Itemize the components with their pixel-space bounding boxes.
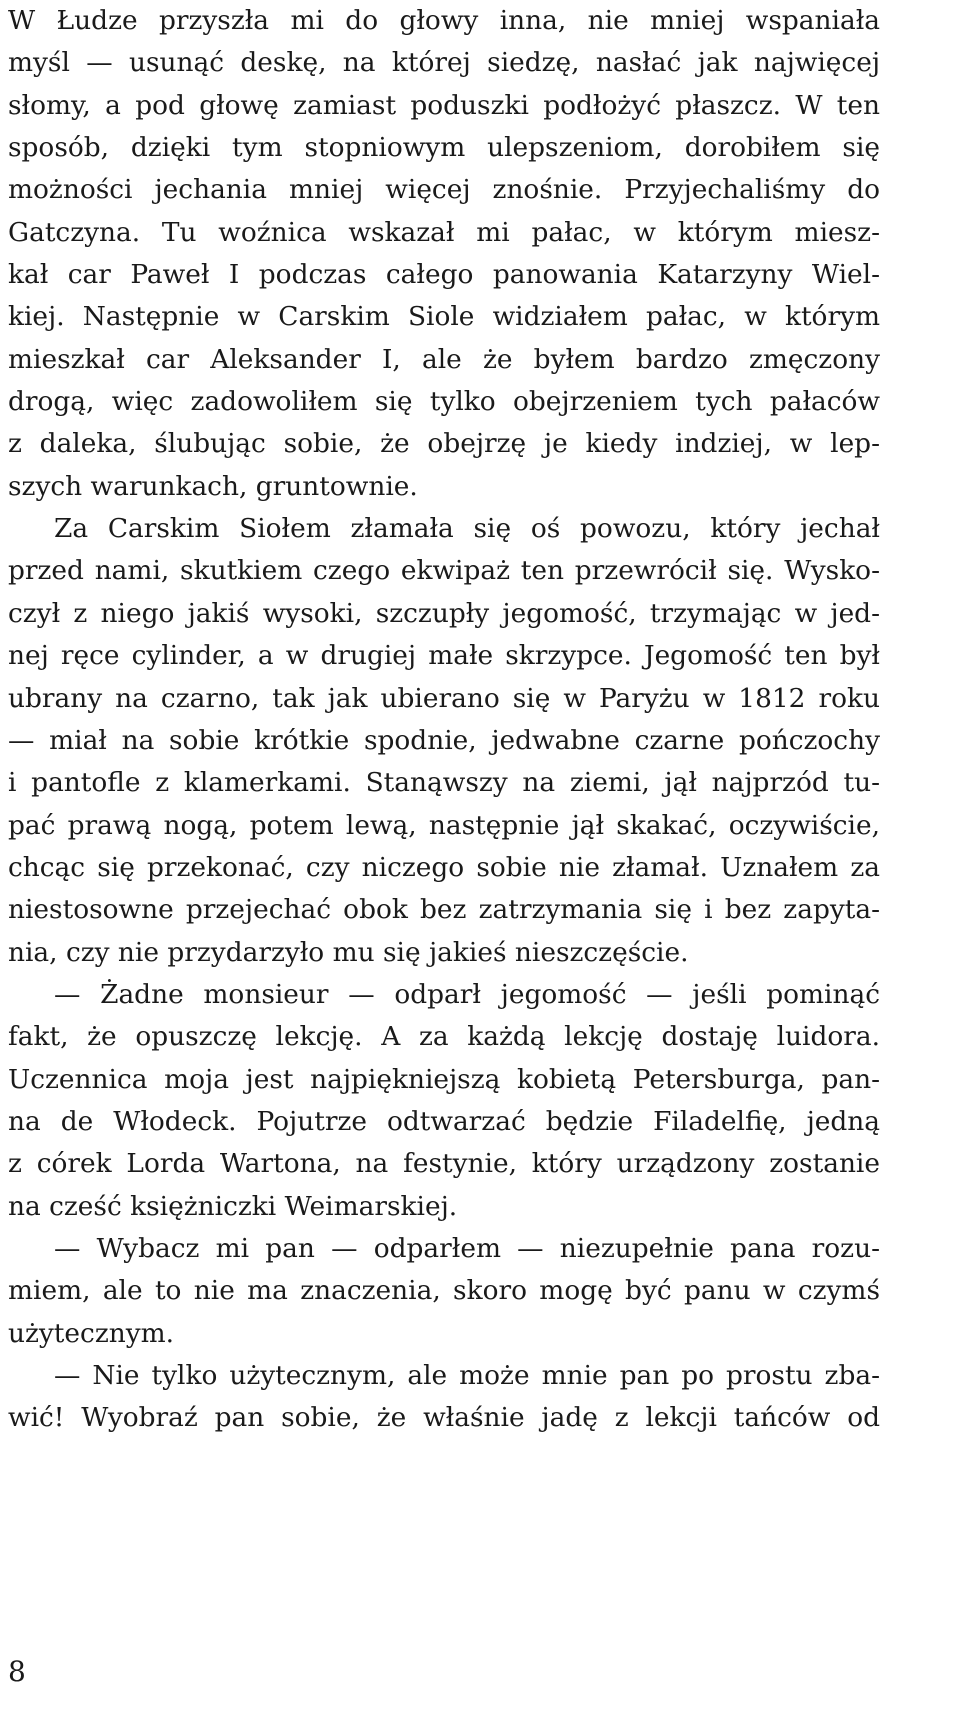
text-line: nej ręce cylinder, a w drugiej małe skrzypce. Jegomość ten był — [8, 640, 880, 672]
text-line: niestosowne przejechać obok bez zatrzymania się i bez zapyta- — [8, 894, 880, 926]
page-number: 8 — [8, 1655, 26, 1688]
text-line: — Żadne monsieur — odparł jegomość — jeśli pominąć — [54, 978, 880, 1010]
body-text — [8, 0, 880, 1440]
text-line: myśl — usunąć deskę, na której siedzę, nasłać jak najwięcej — [8, 47, 880, 79]
text-line: przed nami, skutkiem czego ekwipaż ten przewrócił się. Wysko- — [8, 555, 880, 587]
text-line: ubrany na czarno, tak jak ubierano się w Paryżu w 1812 roku — [8, 682, 880, 714]
text-line: kał car Paweł I podczas całego panowania Katarzyny Wiel- — [8, 259, 880, 291]
text-line: z daleka, ślubując sobie, że obejrzę je kiedy indziej, w lep- — [8, 428, 880, 460]
text-line: na de Włodeck. Pojutrze odtwarzać będzie Filadelfię, jedną — [8, 1105, 880, 1137]
text-line: — miał na sobie krótkie spodnie, jedwabne czarne pończochy — [8, 724, 880, 756]
text-line: czył z niego jakiś wysoki, szczupły jegomość, trzymając w jed- — [8, 597, 880, 629]
text-line: sposób, dzięki tym stopniowym ulepszeniom, dorobiłem się — [8, 132, 880, 164]
text-line: szych warunkach, gruntownie. — [8, 470, 418, 502]
text-line: wić! Wyobraź pan sobie, że właśnie jadę z lekcji tańców od — [8, 1402, 880, 1434]
text-line: użytecznym. — [8, 1317, 175, 1349]
text-line: mieszkał car Aleksander I, ale że byłem bardzo zmęczony — [8, 343, 880, 375]
text-line: kiej. Następnie w Carskim Siole widziałem pałac, w którym — [8, 301, 880, 333]
text-line: — Nie tylko użytecznym, ale może mnie pan po prostu zba- — [54, 1360, 880, 1391]
text-line: Gatczyna. Tu woźnica wskazał mi pałac, w którym miesz- — [8, 216, 880, 248]
text-line: słomy, a pod głowę zamiast poduszki podłożyć płaszcz. W ten — [8, 89, 880, 121]
text-line: — Wybacz mi pan — odparłem — niezupełnie pana rozu- — [54, 1232, 880, 1264]
text-line: fakt, że opuszczę lekcję. A za każdą lekcję dostaję luidora. — [8, 1021, 880, 1053]
text-line: pać prawą nogą, potem lewą, następnie jął skakać, oczywiście, — [8, 809, 880, 841]
text-line: miem, ale to nie ma znaczenia, skoro mogę być panu w czymś — [8, 1275, 880, 1307]
text-line: i pantofle z klamerkami. Stanąwszy na ziemi, jął najprzód tu- — [8, 767, 880, 799]
text-line: chcąc się przekonać, czy niczego sobie nie złamał. Uznałem za — [8, 851, 880, 883]
text-line: Uczennica moja jest najpiękniejszą kobietą Petersburga, pan- — [8, 1063, 880, 1095]
text-line: W Łudze przyszła mi do głowy inna, nie mniej wspaniała — [8, 5, 880, 36]
text-line: nia, czy nie przydarzyło mu się jakieś nieszczęście. — [8, 936, 689, 968]
text-line: Za Carskim Siołem złamała się oś powozu, który jechał — [54, 513, 880, 545]
text-line: drogą, więc zadowoliłem się tylko obejrzeniem tych pałaców — [8, 386, 880, 418]
text-line: możności jechania mniej więcej znośnie. Przyjechaliśmy do — [8, 174, 880, 206]
text-line: z córek Lorda Wartona, na festynie, który urządzony zostanie — [8, 1148, 880, 1180]
text-line: na cześć księżniczki Weimarskiej. — [8, 1190, 458, 1222]
